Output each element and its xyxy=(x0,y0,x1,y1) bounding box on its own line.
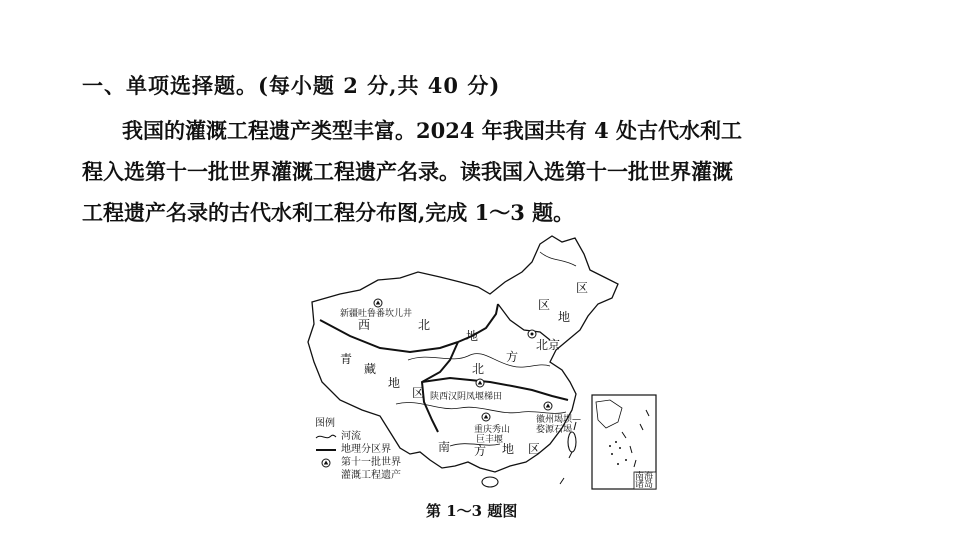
label-site-shaanxi: 陕西汉阴凤堰梯田 xyxy=(430,392,503,402)
river-symbol xyxy=(315,432,337,442)
site-marker-chongqing xyxy=(482,413,490,421)
label-south-1: 南 xyxy=(438,440,451,454)
legend-river-label: 河流 xyxy=(341,430,361,442)
label-inset-2: 诸岛 xyxy=(635,480,654,490)
heritage-site-icon xyxy=(315,458,337,468)
label-beijing: 北京 xyxy=(536,338,561,352)
label-northeast-di: 地 xyxy=(558,310,571,324)
label-northeast-qu2: 区 xyxy=(576,281,589,295)
boundary-northwest xyxy=(320,320,458,352)
legend-row-river xyxy=(315,430,401,443)
label-south-2: 方 xyxy=(474,444,487,458)
stem-line-3: 工程遗产名录的古代水利工程分布图,完成 1～3 题。 xyxy=(82,200,575,225)
legend-site-label-1: 第十一批世界 xyxy=(341,456,401,468)
label-qingzang-4: 区 xyxy=(412,386,425,400)
stem-line-1: 我国的灌溉工程遗产类型丰富。2024 年我国共有 4 处古代水利工 xyxy=(122,118,742,143)
boundary-symbol xyxy=(315,445,337,455)
label-site-xinjiang: 新疆吐鲁番坎儿井 xyxy=(340,309,413,319)
label-qingzang-2: 藏 xyxy=(364,362,377,376)
site-marker-huizhou xyxy=(544,402,552,410)
label-site-huizhou-2: 婺源石堨 xyxy=(536,425,573,435)
boundary-qingzang xyxy=(422,342,458,432)
label-site-huizhou-1: 徽州堨坝— xyxy=(536,415,582,425)
figure-caption: 第 1～3 题图 xyxy=(426,502,518,520)
label-northwest-2: 北 xyxy=(418,318,431,332)
legend-row-site xyxy=(315,456,401,469)
label-north-di: 地 xyxy=(466,329,479,343)
question-stem xyxy=(82,110,882,233)
legend-site-label-2: 灌溉工程遗产 xyxy=(341,469,401,481)
taiwan-island xyxy=(568,432,576,452)
label-south-4: 区 xyxy=(528,442,541,456)
label-inset-1: 南海 xyxy=(635,472,654,482)
label-qingzang-3: 地 xyxy=(388,376,401,390)
beijing-marker xyxy=(528,330,536,338)
legend-row-boundary xyxy=(315,443,401,456)
label-northwest-1: 西 xyxy=(358,318,371,332)
site-marker-shaanxi xyxy=(476,379,484,387)
section-heading: 一、单项选择题。(每小题 2 分,共 40 分) xyxy=(82,73,501,98)
label-north-1: 北 xyxy=(472,362,485,376)
label-site-chongqing-1: 重庆秀山 xyxy=(474,425,511,435)
label-south-3: 地 xyxy=(502,442,515,456)
map-legend xyxy=(315,417,401,482)
label-site-chongqing-2: 巨丰堰 xyxy=(476,435,504,445)
label-north-2: 方 xyxy=(506,350,519,364)
river-heilong xyxy=(540,252,576,266)
legend-boundary-label: 地理分区界 xyxy=(341,443,391,455)
label-northeast-qu: 区 xyxy=(538,298,551,312)
hainan-island xyxy=(482,477,498,487)
legend-title: 图例 xyxy=(315,417,335,429)
label-qingzang-1: 青 xyxy=(340,352,353,366)
stem-line-2: 程入选第十一批世界灌溉工程遗产名录。读我国入选第十一批世界灌溉 xyxy=(82,159,733,184)
